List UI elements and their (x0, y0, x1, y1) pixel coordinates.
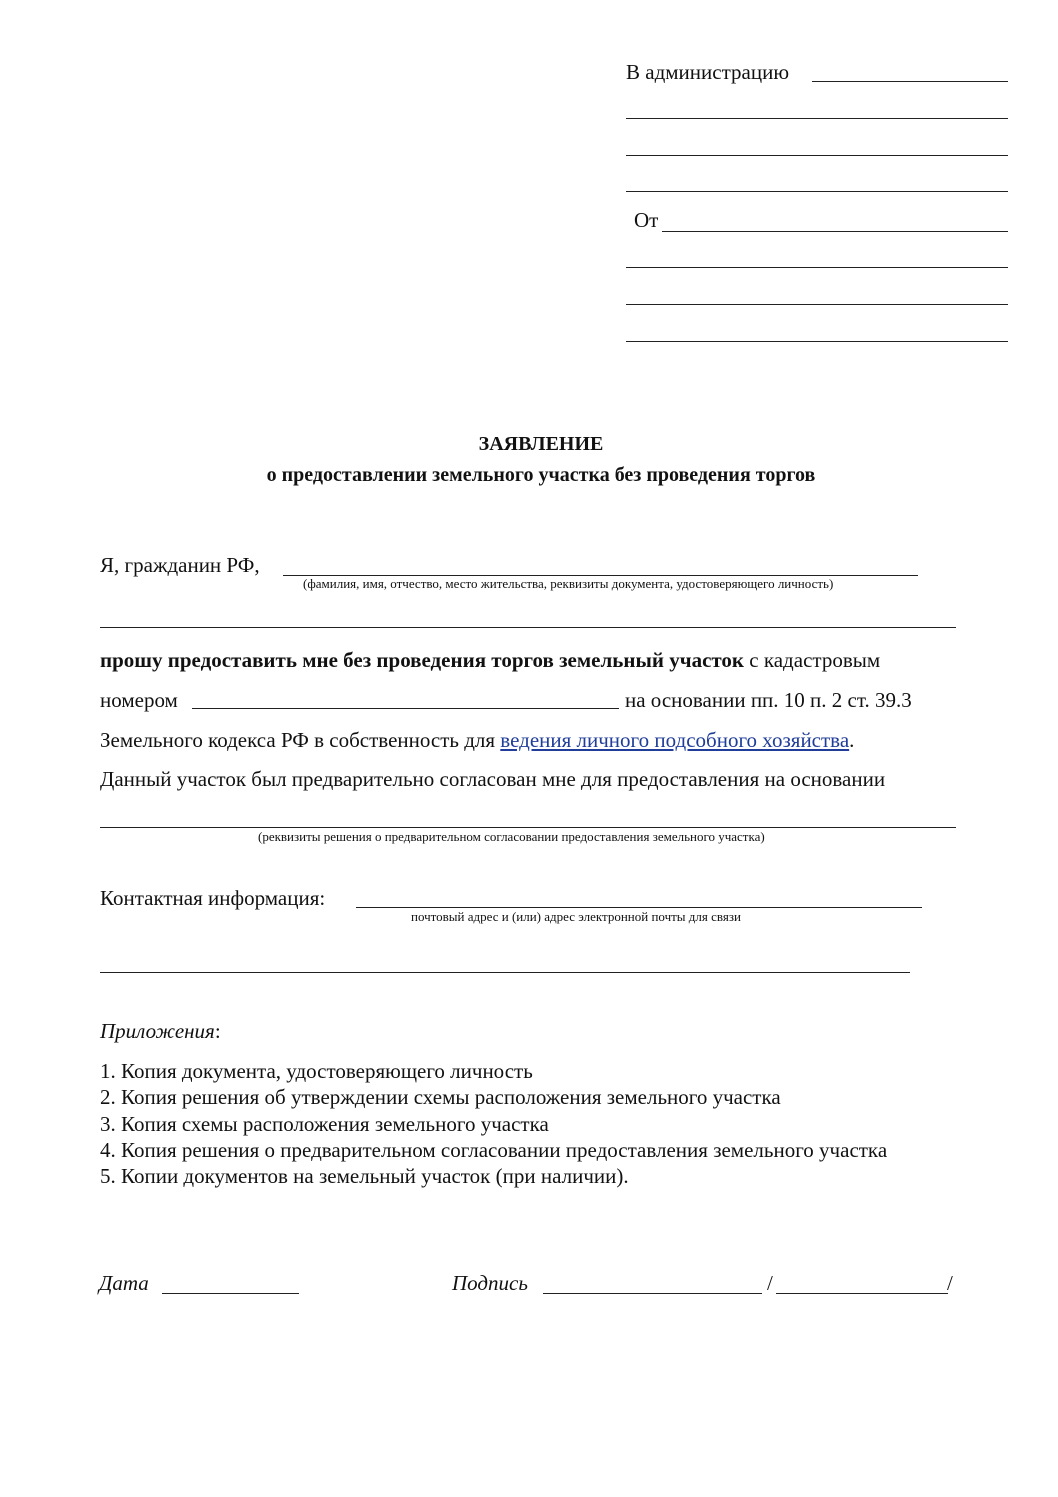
document-subtitle: о предоставлении земельного участка без проведения торгов (266, 464, 816, 486)
attachments-colon: : (214, 1019, 221, 1043)
signature-slash-close: / (947, 1271, 953, 1295)
signature-label: Подпись (452, 1271, 528, 1295)
request-bold-text: прошу предоставить мне без проведения торгов земельный участок (100, 648, 745, 672)
administration-line-3[interactable] (626, 155, 1008, 156)
signature-slash-open: / (767, 1271, 773, 1295)
signature-transcript-field[interactable] (776, 1293, 948, 1294)
attachments-heading: Приложения (100, 1019, 215, 1043)
applicant-line-4[interactable] (626, 341, 1008, 342)
contact-info-hint: почтовый адрес и (или) адрес электронной почты для связи (411, 909, 741, 924)
to-administration-label: В администрацию (626, 60, 790, 84)
number-label: номером (100, 688, 178, 712)
signature-field[interactable] (543, 1293, 762, 1294)
contact-info-line-2[interactable] (100, 972, 910, 973)
attachment-item: 5. Копии документов на земельный участок (при наличии). (100, 1164, 629, 1188)
from-label: От (634, 208, 659, 232)
citizen-label: Я, гражданин РФ, (100, 553, 260, 577)
request-line (100, 647, 880, 673)
purpose-link[interactable]: ведения личного подсобного хозяйства (500, 728, 850, 752)
administration-name-field[interactable] (812, 81, 1008, 82)
document-title: ЗАЯВЛЕНИЕ (478, 433, 604, 455)
agreement-details-hint: (реквизиты решения о предварительном согласовании предоставления земельного участка) (258, 829, 765, 844)
citizen-details-line-2[interactable] (100, 627, 956, 628)
code-text: Земельного кодекса РФ в собственность для (100, 728, 501, 752)
attachment-item: 2. Копия решения об утверждении схемы расположения земельного участка (100, 1085, 781, 1109)
agreed-text: Данный участок был предварительно согласован мне для предоставления на основании (100, 767, 886, 791)
administration-line-4[interactable] (626, 191, 1008, 192)
request-tail-text: с кадастровым (744, 648, 881, 672)
applicant-line-2[interactable] (626, 267, 1008, 268)
administration-line-2[interactable] (626, 118, 1008, 119)
period: . (849, 728, 855, 752)
applicant-name-field[interactable] (662, 231, 1008, 232)
cadastral-number-field[interactable] (192, 708, 619, 709)
contact-info-field[interactable] (356, 907, 922, 908)
code-line (100, 727, 854, 753)
contact-label: Контактная информация: (100, 886, 326, 910)
agreement-details-field[interactable] (100, 827, 956, 828)
basis-text: на основании пп. 10 п. 2 ст. 39.3 (625, 688, 912, 712)
attachments-heading-line (100, 1018, 221, 1044)
attachment-item: 4. Копия решения о предварительном согласовании предоставления земельного участка (100, 1138, 888, 1162)
date-label: Дата (99, 1271, 149, 1295)
attachment-item: 1. Копия документа, удостоверяющего личность (100, 1059, 533, 1083)
attachment-item: 3. Копия схемы расположения земельного участка (100, 1112, 549, 1136)
date-field[interactable] (162, 1293, 299, 1294)
applicant-line-3[interactable] (626, 304, 1008, 305)
citizen-details-hint: (фамилия, имя, отчество, место жительства, реквизиты документа, удостоверяющего личность) (303, 576, 834, 591)
